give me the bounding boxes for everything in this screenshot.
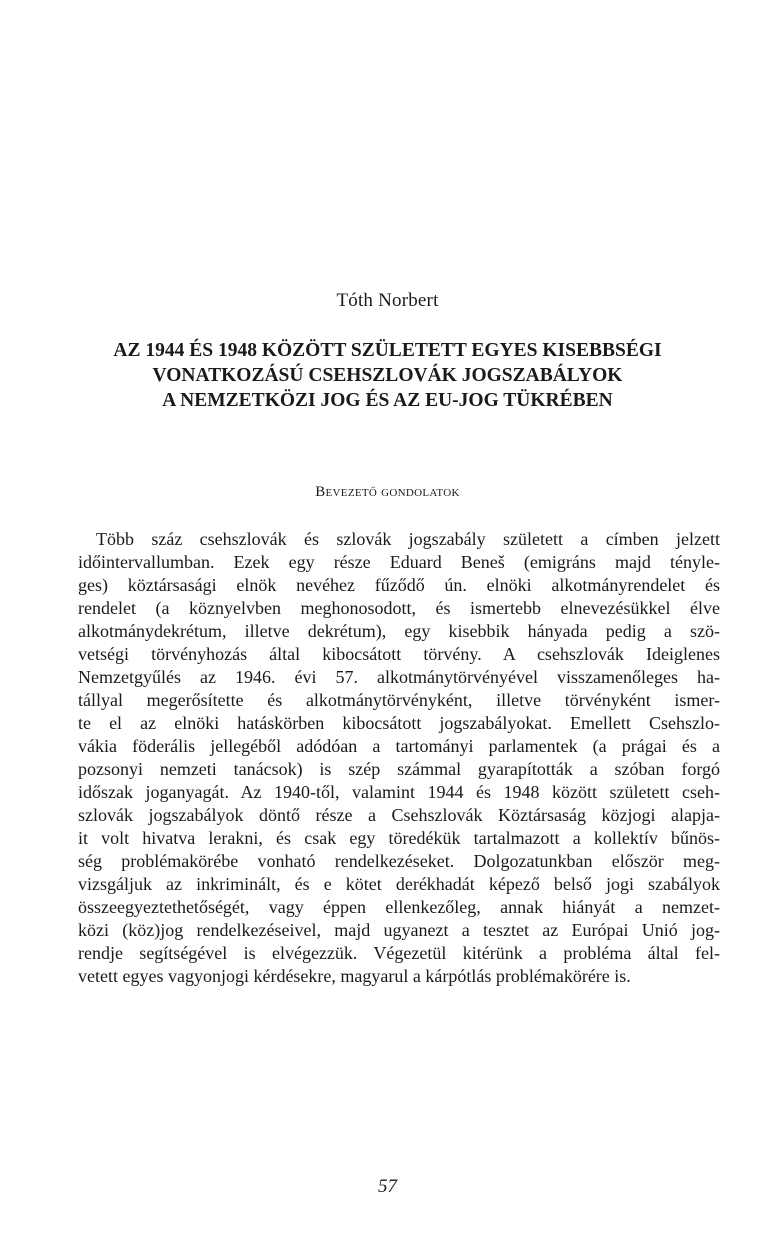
text-line: vizsgáljuk az inkriminált, és e kötet derékhadát képező belső jogi szabályok [78,874,720,894]
article-title [60,338,715,413]
text-line: rendje segítségével is elvégezzük. Végezetül kitérünk a probléma által fel- [78,943,720,963]
text-line: Nemzetgyűlés az 1946. évi 57. alkotmánytörvényével visszamenőleges ha- [78,667,720,687]
text-line: ges) köztársasági elnök nevéhez fűződő ún. elnöki alkotmányrendelet és [78,575,720,595]
text-line: rendelet (a köznyelvben meghonosodott, és ismertebb elnevezésükkel élve [78,598,720,618]
text-line: időszak joganyagát. Az 1940-től, valamint 1944 és 1948 között született cseh- [78,782,720,802]
text-line: te el az elnöki hatáskörben kibocsátott jogszabályokat. Emellett Csehszlo- [78,713,720,733]
text-line: vetett egyes vagyonjogi kérdésekre, magyarul a kárpótlás problémakörére is. [78,966,631,986]
text-line: ség problémakörébe vonható rendelkezéseket. Dolgozatunkban először meg- [78,851,720,871]
text-line: pozsonyi nemzeti tanácsok) is szép számmal gyarapították a szóban forgó [78,759,720,779]
text-line: vákia föderális jellegéből adódóan a tartományi parlamentek (a prágai és a [78,736,720,756]
text-line: vetségi törvényhozás által kibocsátott törvény. A csehszlovák Ideiglenes [78,644,720,664]
body-paragraph [78,528,720,988]
text-line: alkotmánydekrétum, illetve dekrétum), egy kisebbik hányada pedig a szö- [78,621,720,641]
text-line: Több száz csehszlovák és szlovák jogszabály született a címben jelzett [96,529,720,549]
text-line: tállyal megerősítette és alkotmánytörvényként, illetve törvényként ismer- [78,690,720,710]
author-name: Tóth Norbert [336,290,439,311]
title-line: VONATKOZÁSÚ CSEHSZLOVÁK JOGSZABÁLYOK [152,365,623,386]
text-line: időintervallumban. Ezek egy része Eduard Beneš (emigráns majd tényle- [78,552,720,572]
text-line: közi (köz)jog rendelkezéseivel, majd ugyanezt a tesztet az Európai Unió jog- [78,920,720,940]
page-number: 57 [378,1176,397,1197]
text-line: it volt hivatva lerakni, és csak egy töredékük tartalmazott a kollektív bűnös- [78,828,720,848]
title-line: AZ 1944 ÉS 1948 KÖZÖTT SZÜLETETT EGYES KISEBBSÉGI [113,340,662,361]
text-line: összeegyeztethetőségét, vagy éppen ellenkezőleg, annak hiányát a nemzet- [78,897,720,917]
text-line: szlovák jogszabályok döntő része a Csehszlovák Köztársaság közjogi alapja- [78,805,720,825]
title-line: A NEMZETKÖZI JOG ÉS AZ EU-JOG TÜKRÉBEN [162,390,613,411]
section-heading: Bevezető gondolatok [315,484,460,500]
